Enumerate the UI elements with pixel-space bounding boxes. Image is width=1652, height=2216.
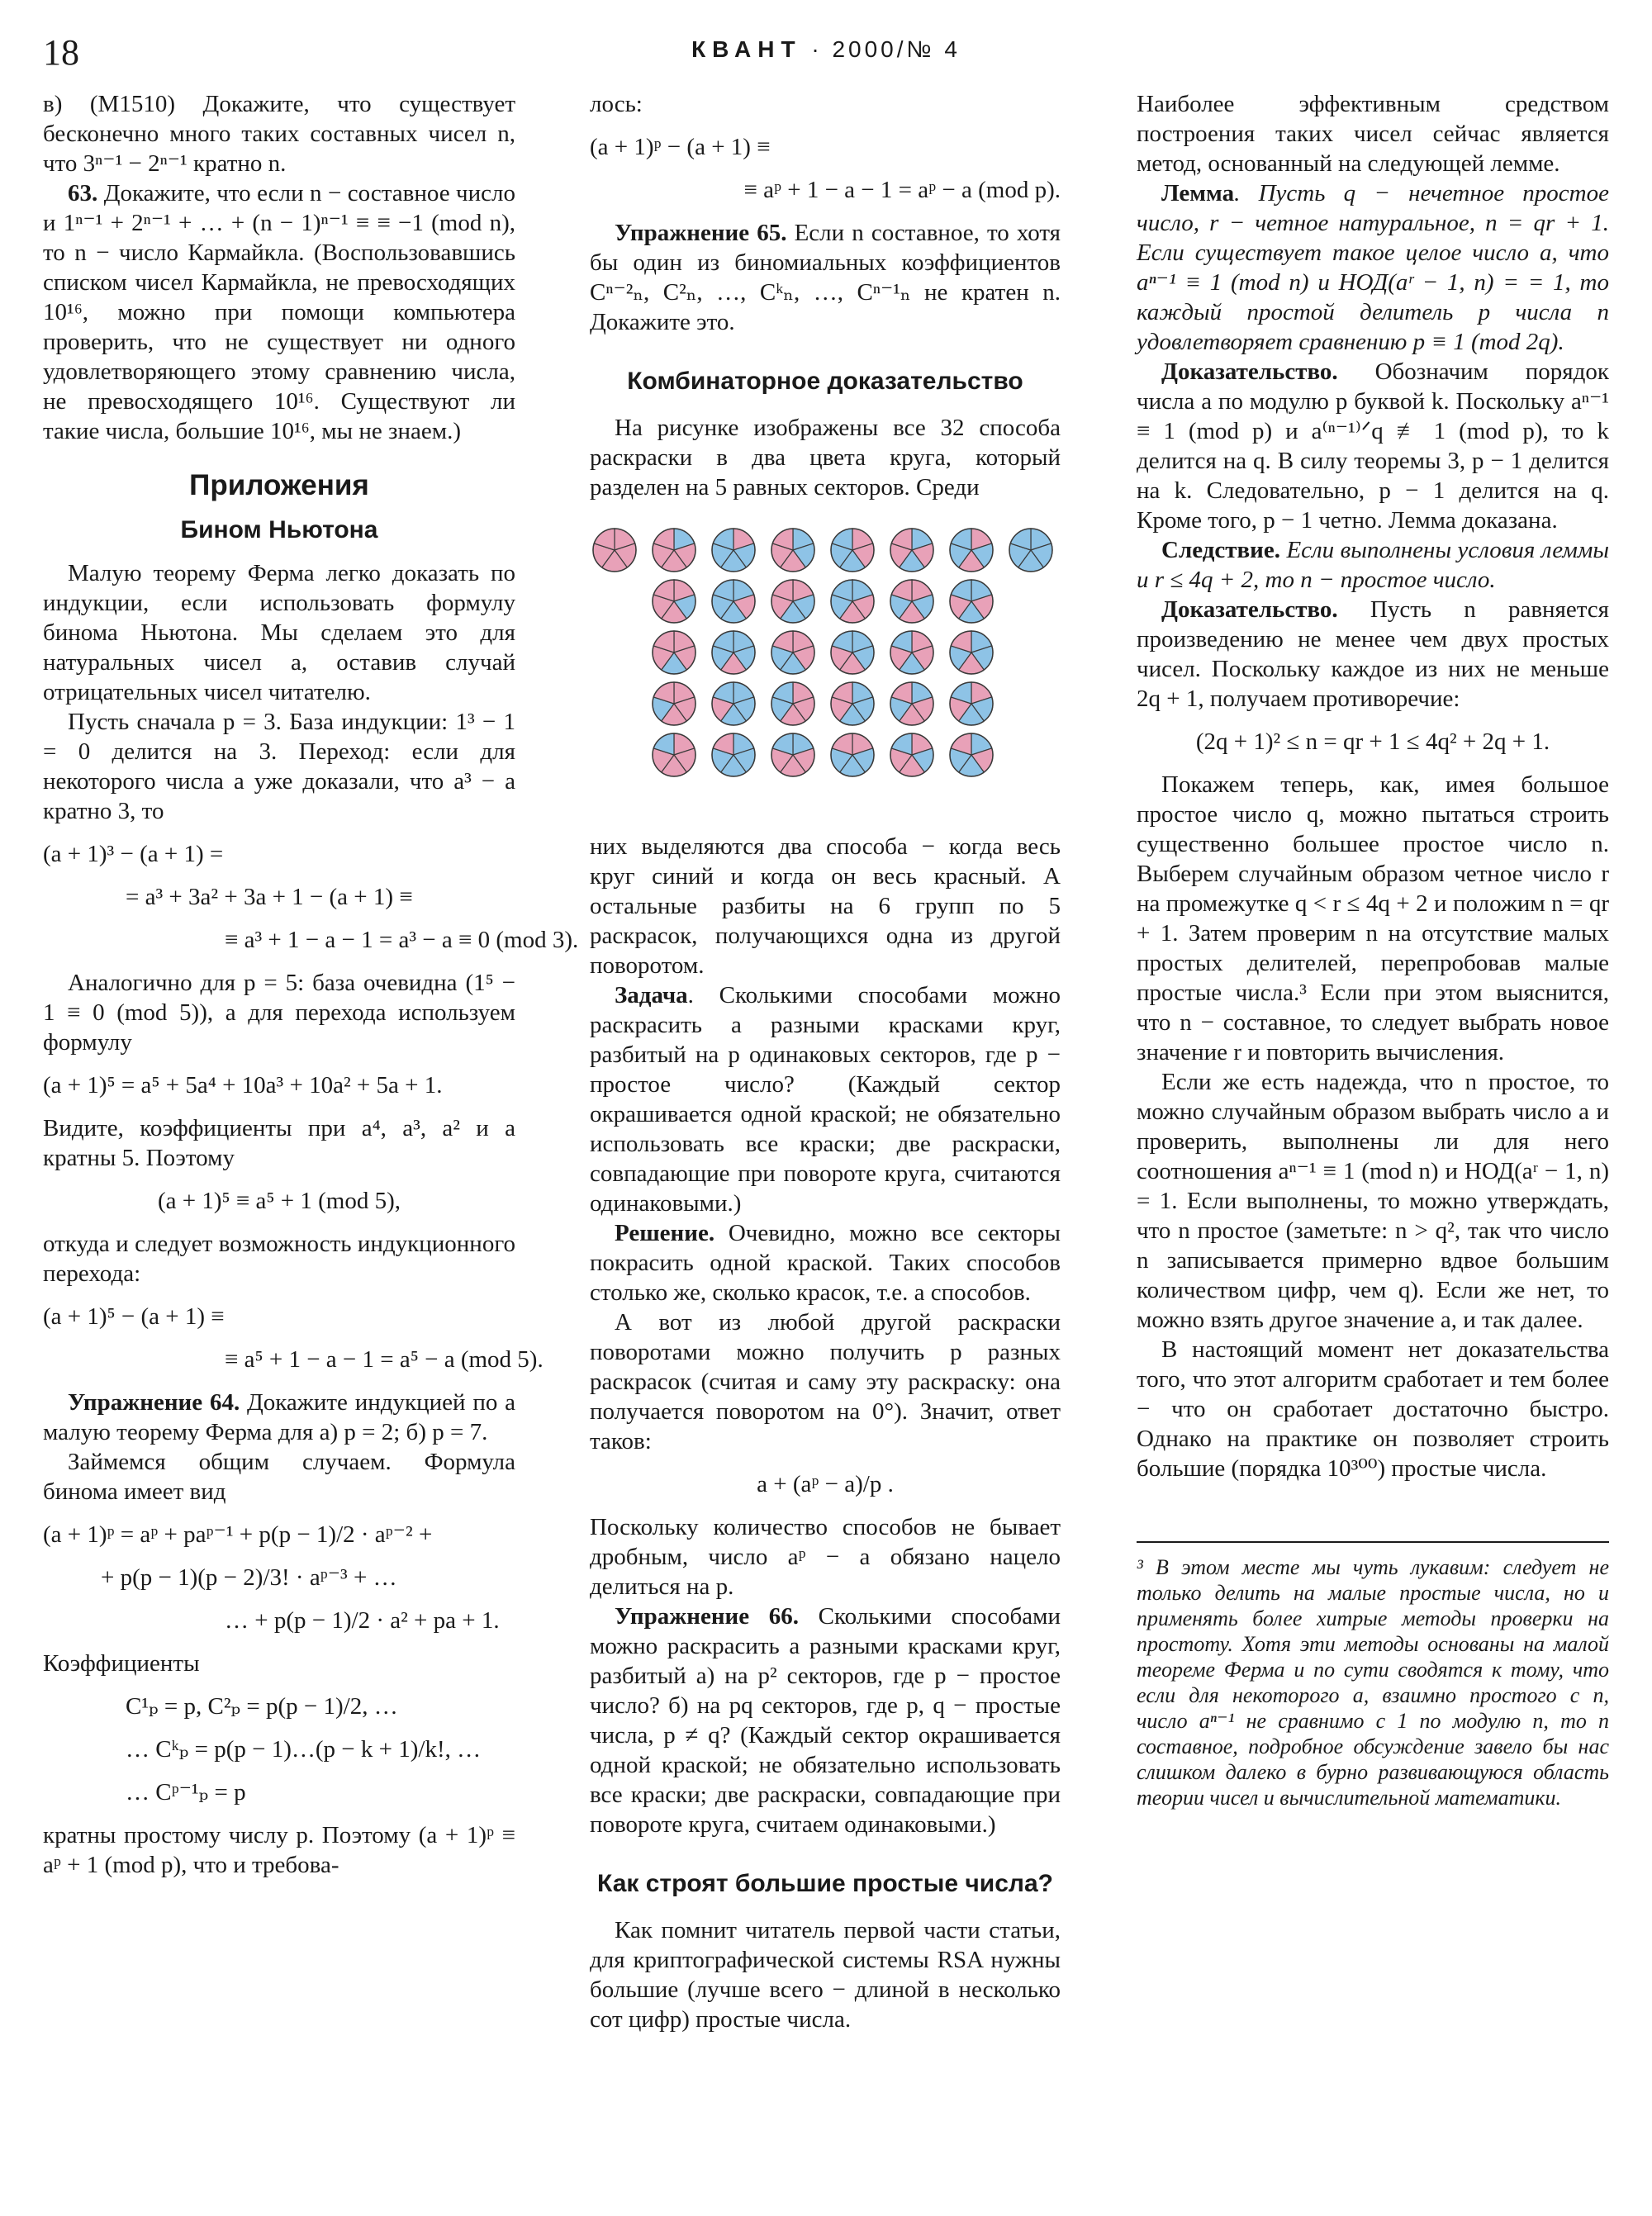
problem-63	[43, 178, 515, 446]
proof-label: Доказательство.	[1161, 596, 1338, 623]
formula: … Cᵏₚ = p(p − 1)…(p − k + 1)/k!, …	[126, 1736, 482, 1763]
running-head	[0, 36, 1652, 63]
paragraph: Аналогично для p = 5: база очевидна (1⁵ − 1 ≡ 0 (mod 5)), а для перехода используем формулу	[43, 970, 515, 1056]
circle-coloring	[950, 733, 993, 776]
exercise-text: Если n составное, то хотя бы один из биномиальных коэффициентов Cⁿ⁻²ₙ, C²ₙ, …, Cᵏₙ, …, Cⁿ⁻¹ₙ не кратен n. Докажите это.	[590, 220, 1061, 335]
circle-coloring	[653, 733, 695, 776]
paragraph: На рисунке изображены все 32 способа раскраски в два цвета круга, который разделен на 5 равных секторов. Среди	[590, 415, 1061, 501]
formula: … Cᵖ⁻¹ₚ = p	[126, 1779, 246, 1806]
paragraph: них выделяются два способа − когда весь круг синий и когда он весь красный. А остальные разбиты на 6 групп по 5 раскрасок, получающихся одна из другой поворотом.	[590, 833, 1061, 979]
formula: (a + 1)⁵ = a⁵ + 5a⁴ + 10a³ + 10a² + 5a + 1.	[43, 1072, 443, 1099]
circle-colorings-figure	[590, 525, 1061, 798]
circle-coloring	[950, 529, 993, 572]
solution	[590, 1218, 1061, 1307]
circle-coloring	[890, 529, 933, 572]
formula: … + p(p − 1)/2 · a² + pa + 1.	[225, 1607, 500, 1634]
formula: (2q + 1)² ≤ n = qr + 1 ≤ 4q² + 2q + 1.	[1195, 728, 1550, 755]
circle-coloring	[771, 529, 814, 572]
paragraph: Наиболее эффективным средством построения таких чисел сейчас является метод, основанный на следующей лемме.	[1137, 91, 1609, 177]
exercise-text: Докажите индукцией по a малую теорему Ферма для а) p = 2; б) p = 7.	[43, 1389, 516, 1445]
circle-coloring	[831, 580, 874, 623]
circle-coloring	[831, 733, 874, 776]
formula: (a + 1)ᵖ = aᵖ + paᵖ⁻¹ + p(p − 1)/2 · aᵖ⁻² +	[43, 1521, 433, 1548]
circle-coloring-blue	[1009, 529, 1052, 572]
column-2	[590, 89, 1061, 2034]
proof	[1137, 595, 1609, 714]
circle-coloring	[771, 682, 814, 725]
column-1	[43, 89, 579, 1880]
paragraph: Если же есть надежда, что n простое, то можно случайным образом выбрать число a и проверить, выполнены ли для него соотношения aⁿ⁻¹ ≡ 1 (mod n) и НОД(aʳ − 1, n) = 1. Если выполнены, то можно утверждать, что n простое (заметьте: n > q², так что число n записывается примерно вдвое большим количеством цифр, чем q). Если же нет, то можно взять другое значение a, и так далее.	[1137, 1069, 1609, 1333]
paragraph: Видите, коэффициенты при a⁴, a³, a² и a кратны 5. Поэтому	[43, 1115, 515, 1171]
lemma-label: Лемма	[1161, 180, 1235, 206]
subsection-heading-binom: Бином Ньютона	[180, 516, 378, 543]
circle-coloring	[653, 580, 695, 623]
circle-coloring	[712, 580, 755, 623]
task-text: . Сколькими способами можно раскрасить a разными красками круг, разбитый на p одинаковых секторов, где p − простое число? (Каждый сектор окрашивается одной краской; не обязательно использовать все краски; две раскраски, совпадающие при повороте круга, считаются одинаковыми.)	[590, 982, 1061, 1217]
exercise-label: Упражнение 66.	[615, 1603, 800, 1630]
circle-coloring	[653, 529, 695, 572]
paragraph: Пусть сначала p = 3. База индукции: 1³ − 1 = 0 делится на 3. Переход: если для некоторого числа a уже доказали, что a³ − a кратно 3, то	[43, 709, 515, 824]
footnote: ³ В этом месте мы чуть лукавим: следует не только делить на малые простые числа, но и применять более хитрые методы проверки на простоту. Хотя эти методы основаны на малой теореме Ферма и по сути сводятся к тому, что если для некоторого a, взаимно простого с n, число aⁿ⁻¹ не сравнимо с 1 по модулю n, то n составное, подробное обсуждение завело бы нас слишком далеко в бурно развивающуюся область теории чисел и вычислительной математики.	[1137, 1541, 1609, 1810]
paragraph: Как помнит читатель первой части статьи, для криптографической системы RSA нужны большие (лучше всего − длиной в несколько сот цифр) простые числа.	[590, 1917, 1061, 2033]
formula: ≡ a³ + 1 − a − 1 = a³ − a ≡ 0 (mod 3).	[225, 927, 579, 953]
circle-coloring	[771, 580, 814, 623]
exercise-65	[590, 218, 1061, 337]
circle-coloring	[712, 682, 755, 725]
circle-coloring	[950, 580, 993, 623]
section-heading-big-primes: Как строят большие простые числа?	[597, 1870, 1053, 1897]
circle-coloring	[890, 733, 933, 776]
corollary-text: Если выполнены условия леммы и r ≤ 4q + 2, то n − простое число.	[1137, 537, 1609, 593]
paragraph: Малую теорему Ферма легко доказать по индукции, если использовать формулу бинома Ньютона. Мы сделаем это для натуральных чисел a, оставив случай отрицательных чисел читателю.	[43, 560, 515, 705]
problem-task	[590, 980, 1061, 1218]
paragraph: А вот из любой другой раскраски поворотами можно получить p разных раскрасок (считая и саму эту раскраску: она получается поворотом на 0°). Значит, ответ таков:	[590, 1309, 1061, 1454]
paragraph: Покажем теперь, как, имея большое простое число q, можно пытаться строить существенно большее простое число n. Выберем случайным образом четное число r на промежутке q < r ≤ 4q + 2 и положим n = qr + 1. Затем проверим n на отсутствие малых простых делителей, перепробовав малые простые числа.³ Если при этом выяснится, что n − составное, то следует выбрать новое значение r и повторить вычисления.	[1137, 771, 1609, 1065]
section-heading-appendix: Приложения	[189, 469, 369, 501]
circle-coloring	[831, 631, 874, 674]
exercise-label: Упражнение 65.	[615, 220, 787, 246]
corollary-label: Следствие.	[1161, 537, 1280, 563]
circle-coloring	[771, 631, 814, 674]
circle-coloring	[831, 529, 874, 572]
circle-coloring	[890, 580, 933, 623]
issue-number: · 2000/№ 4	[811, 36, 961, 62]
formula: (a + 1)ᵖ − (a + 1) ≡	[590, 134, 771, 160]
circle-coloring	[890, 682, 933, 725]
lemma-text: . Пусть q − нечетное простое число, r − четное натуральное, n = qr + 1. Если существует такое целое число a, что aⁿ⁻¹ ≡ 1 (mod n) и НОД(aʳ − 1, n) = = 1, то каждый простой делитель p числа n удовлетворяет сравнению p ≡ 1 (mod 2q).	[1137, 180, 1609, 355]
exercise-label: Упражнение 64.	[68, 1389, 240, 1416]
circle-coloring	[653, 631, 695, 674]
circle-coloring	[653, 682, 695, 725]
circle-coloring	[831, 682, 874, 725]
task-label: Задача	[615, 982, 688, 1008]
lemma	[1137, 178, 1609, 357]
proof	[1137, 357, 1609, 535]
circle-coloring	[771, 733, 814, 776]
proof-text: Обозначим порядок числа a по модулю p буквой k. Поскольку aⁿ⁻¹ ≡ 1 (mod p) и a⁽ⁿ⁻¹⁾ᐟq ≢ 1 (mod p), то k делится на q. В силу теоремы 3, p − 1 делится на k. Следовательно, p − 1 делится на q. Кроме того, p − 1 четно. Лемма доказана.	[1137, 358, 1609, 534]
proof-label: Доказательство.	[1161, 358, 1338, 385]
formula: + p(p − 1)(p − 2)/3! · aᵖ⁻³ + …	[101, 1564, 397, 1591]
corollary	[1137, 535, 1609, 595]
formula: = a³ + 3a² + 3a + 1 − (a + 1) ≡	[126, 884, 413, 910]
problem-text: Докажите, что если n − составное число и 1ⁿ⁻¹ + 2ⁿ⁻¹ + … + (n − 1)ⁿ⁻¹ ≡ ≡ −1 (mod n), то n − число Кармайкла. (Воспользовавшись списком чисел Кармайкла, не превосходящих 10¹⁶, можно при помощи компьютера проверить, что не существует ни одного удовлетворяющего этому сравнению числа, не превосходящего 10¹⁶. Существуют ли такие числа, большие 10¹⁶, мы не знаем.)	[43, 180, 515, 444]
formula: (a + 1)⁵ − (a + 1) ≡	[43, 1303, 225, 1330]
formula: ≡ aᵖ + 1 − a − 1 = aᵖ − a (mod p).	[743, 177, 1061, 203]
exercise-64	[43, 1388, 515, 1447]
page-number: 18	[43, 32, 79, 73]
formula: ≡ a⁵ + 1 − a − 1 = a⁵ − a (mod 5).	[225, 1346, 544, 1373]
paragraph: Поскольку количество способов не бывает дробным, число aᵖ − a обязано нацело делиться на p.	[590, 1514, 1061, 1600]
section-heading-combinatorial: Комбинаторное доказательство	[627, 368, 1023, 395]
circle-coloring-pink	[593, 529, 636, 572]
circle-coloring	[712, 529, 755, 572]
circle-coloring	[950, 631, 993, 674]
magazine-title: КВАНТ	[691, 36, 802, 62]
paragraph: откуда и следует возможность индукционного перехода:	[43, 1231, 515, 1287]
solution-text: Очевидно, можно все секторы покрасить одной краской. Таких способов столько же, сколько красок, т.е. a способов.	[590, 1220, 1061, 1306]
circle-coloring	[712, 733, 755, 776]
formula: a + (aᵖ − a)/p .	[757, 1471, 894, 1497]
paragraph: кратны простому числу p. Поэтому (a + 1)ᵖ ≡ aᵖ + 1 (mod p), что и требова-	[43, 1822, 515, 1878]
solution-label: Решение.	[615, 1220, 715, 1246]
formula: C¹ₚ = p, C²ₚ = p(p − 1)/2, …	[126, 1693, 398, 1720]
column-3	[1137, 89, 1609, 1810]
exercise-text: Сколькими способами можно раскрасить a разными красками круг, разбитый а) на p² секторов, где p − простое число? б) на pq секторов, где p, q − простые числа, p ≠ q? (Каждый сектор окрашивается одной краской; не обязательно использовать все краски; две раскраски, совпадающие при повороте круга, считаем одинаковыми.)	[590, 1603, 1061, 1838]
exercise-66	[590, 1601, 1061, 1839]
paragraph: лось:	[590, 91, 643, 117]
paragraph: Коэффициенты	[43, 1650, 200, 1677]
formula: (a + 1)⁵ ≡ a⁵ + 1 (mod 5),	[158, 1188, 401, 1214]
circle-coloring	[950, 682, 993, 725]
formula: (a + 1)³ − (a + 1) =	[43, 841, 224, 867]
problem-number: 63.	[68, 180, 98, 206]
circle-coloring	[890, 631, 933, 674]
circle-coloring	[712, 631, 755, 674]
paragraph: Займемся общим случаем. Формула бинома имеет вид	[43, 1449, 515, 1505]
paragraph: В настоящий момент нет доказательства того, что этот алгоритм сработает и тем более − что он сработает достаточно быстро. Однако на практике он позволяет строить большие (порядка 10³⁰⁰) простые числа.	[1137, 1336, 1609, 1482]
proof-text: Пусть n равняется произведению не менее чем двух простых чисел. Поскольку каждое из них не меньше 2q + 1, получаем противоречие:	[1137, 596, 1609, 712]
paragraph: в) (M1510) Докажите, что существует бесконечно много таких составных чисел n, что 3ⁿ⁻¹ − 2ⁿ⁻¹ кратно n.	[43, 91, 515, 177]
